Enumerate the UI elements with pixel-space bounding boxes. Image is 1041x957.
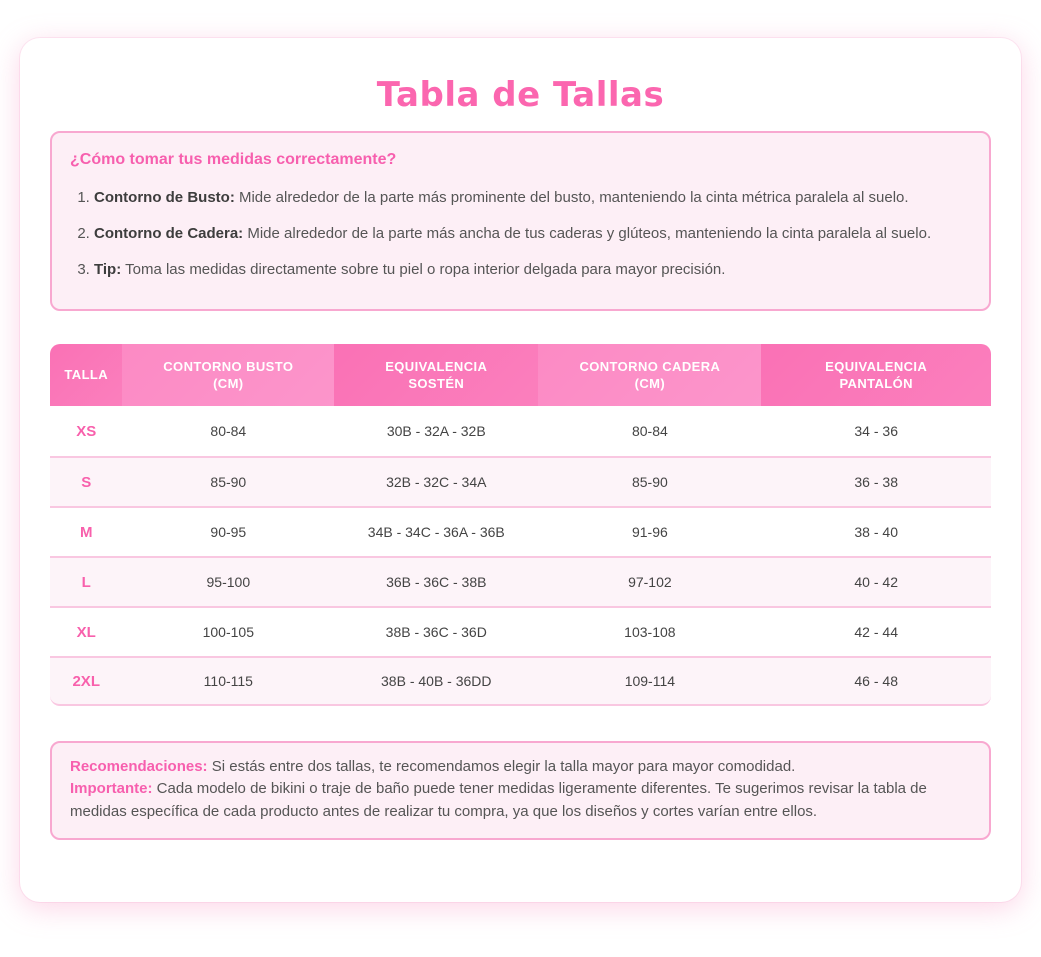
busto-cell: 85-90 bbox=[122, 456, 334, 506]
instruction-text: Toma las medidas directamente sobre tu piel o ropa interior delgada para mayor precisión. bbox=[125, 260, 726, 278]
size-cell: L bbox=[50, 556, 122, 606]
sosten-cell: 34B - 34C - 36A - 36B bbox=[334, 506, 538, 556]
busto-cell: 110-115 bbox=[122, 656, 334, 706]
size-cell: XL bbox=[50, 606, 122, 656]
size-table bbox=[50, 344, 991, 706]
cadera-cell: 91-96 bbox=[538, 506, 761, 556]
measurement-instructions-box bbox=[50, 131, 991, 311]
size-guide-card bbox=[20, 38, 1021, 902]
table-row-xs bbox=[50, 406, 991, 456]
sosten-cell: 32B - 32C - 34A bbox=[334, 456, 538, 506]
column-header-label: CONTORNO CADERA bbox=[579, 358, 721, 374]
recommendation-label: Recomendaciones: bbox=[70, 758, 208, 776]
size-cell: S bbox=[50, 456, 122, 506]
busto-cell: 90-95 bbox=[122, 506, 334, 556]
table-row-xl bbox=[50, 606, 991, 656]
instruction-label: Contorno de Cadera: bbox=[94, 224, 244, 242]
size-cell: 2XL bbox=[50, 656, 122, 706]
busto-cell: 80-84 bbox=[122, 406, 334, 456]
important-text: Cada modelo de bikini o traje de baño puede tener medidas ligeramente diferentes. Te sugerimos revisar la tabla de medidas específica de cada producto antes de realizar tu compra, ya que los diseños y cortes varían entre ellos. bbox=[70, 780, 927, 820]
table-row-2xl bbox=[50, 656, 991, 706]
column-header-label: (CM) bbox=[634, 376, 666, 392]
sosten-cell: 30B - 32A - 32B bbox=[334, 406, 538, 456]
instruction-item-tip bbox=[94, 258, 971, 283]
pantalon-cell: 42 - 44 bbox=[761, 606, 991, 656]
pantalon-cell: 36 - 38 bbox=[761, 456, 991, 506]
instructions-heading: ¿Cómo tomar tus medidas correctamente? bbox=[70, 151, 397, 168]
column-header-label: CONTORNO BUSTO bbox=[163, 358, 294, 374]
pantalon-cell: 38 - 40 bbox=[761, 506, 991, 556]
table-row-l bbox=[50, 556, 991, 606]
important-note bbox=[70, 778, 971, 822]
important-label: Importante: bbox=[70, 780, 153, 798]
instruction-text: Mide alrededor de la parte más ancha de tus caderas y glúteos, manteniendo la cinta paralela al suelo. bbox=[247, 224, 932, 242]
instruction-label: Contorno de Busto: bbox=[94, 189, 235, 206]
column-header-equivalencia-sosten bbox=[334, 344, 538, 406]
sosten-cell: 38B - 36C - 36D bbox=[334, 606, 538, 656]
instruction-item-cadera bbox=[94, 222, 971, 247]
sosten-cell: 38B - 40B - 36DD bbox=[334, 656, 538, 706]
pantalon-cell: 46 - 48 bbox=[761, 656, 991, 706]
column-header-label: (CM) bbox=[213, 376, 244, 392]
instruction-item-busto bbox=[94, 186, 971, 211]
sosten-cell: 36B - 36C - 38B bbox=[334, 556, 538, 606]
instruction-text: Mide alrededor de la parte más prominente del busto, manteniendo la cinta métrica paralela al suelo. bbox=[238, 189, 909, 206]
column-header-equivalencia-pantalon bbox=[761, 344, 991, 406]
table-row-s bbox=[50, 456, 991, 506]
pantalon-cell: 40 - 42 bbox=[761, 556, 991, 606]
notes-box bbox=[50, 741, 991, 840]
cadera-cell: 97-102 bbox=[538, 556, 761, 606]
cadera-cell: 85-90 bbox=[538, 456, 761, 506]
cadera-cell: 103-108 bbox=[538, 606, 761, 656]
page-title: Tabla de Tallas bbox=[376, 75, 665, 115]
pantalon-cell: 34 - 36 bbox=[761, 406, 991, 456]
column-header-label: TALLA bbox=[64, 367, 109, 383]
recommendation-text: Si estás entre dos tallas, te recomendamos elegir la talla mayor para mayor comodidad. bbox=[211, 758, 796, 776]
busto-cell: 100-105 bbox=[122, 606, 334, 656]
column-header-label: EQUIVALENCIA bbox=[825, 358, 928, 374]
instruction-label: Tip: bbox=[94, 260, 122, 278]
column-header-contorno-busto bbox=[122, 344, 334, 406]
cadera-cell: 80-84 bbox=[538, 406, 761, 456]
instructions-list bbox=[70, 186, 971, 282]
size-cell: M bbox=[50, 506, 122, 556]
recommendation-note bbox=[70, 756, 971, 778]
header-row bbox=[50, 344, 991, 406]
cadera-cell: 109-114 bbox=[538, 656, 761, 706]
column-header-contorno-cadera bbox=[538, 344, 761, 406]
column-header-label: SOSTÉN bbox=[408, 376, 465, 392]
column-header-label: PANTALÓN bbox=[839, 376, 913, 392]
column-header-talla bbox=[50, 344, 122, 406]
size-cell: XS bbox=[50, 406, 122, 456]
busto-cell: 95-100 bbox=[122, 556, 334, 606]
size-table-body bbox=[50, 406, 991, 706]
column-header-label: EQUIVALENCIA bbox=[385, 358, 488, 374]
table-row-m bbox=[50, 506, 991, 556]
size-table-header bbox=[50, 344, 991, 406]
